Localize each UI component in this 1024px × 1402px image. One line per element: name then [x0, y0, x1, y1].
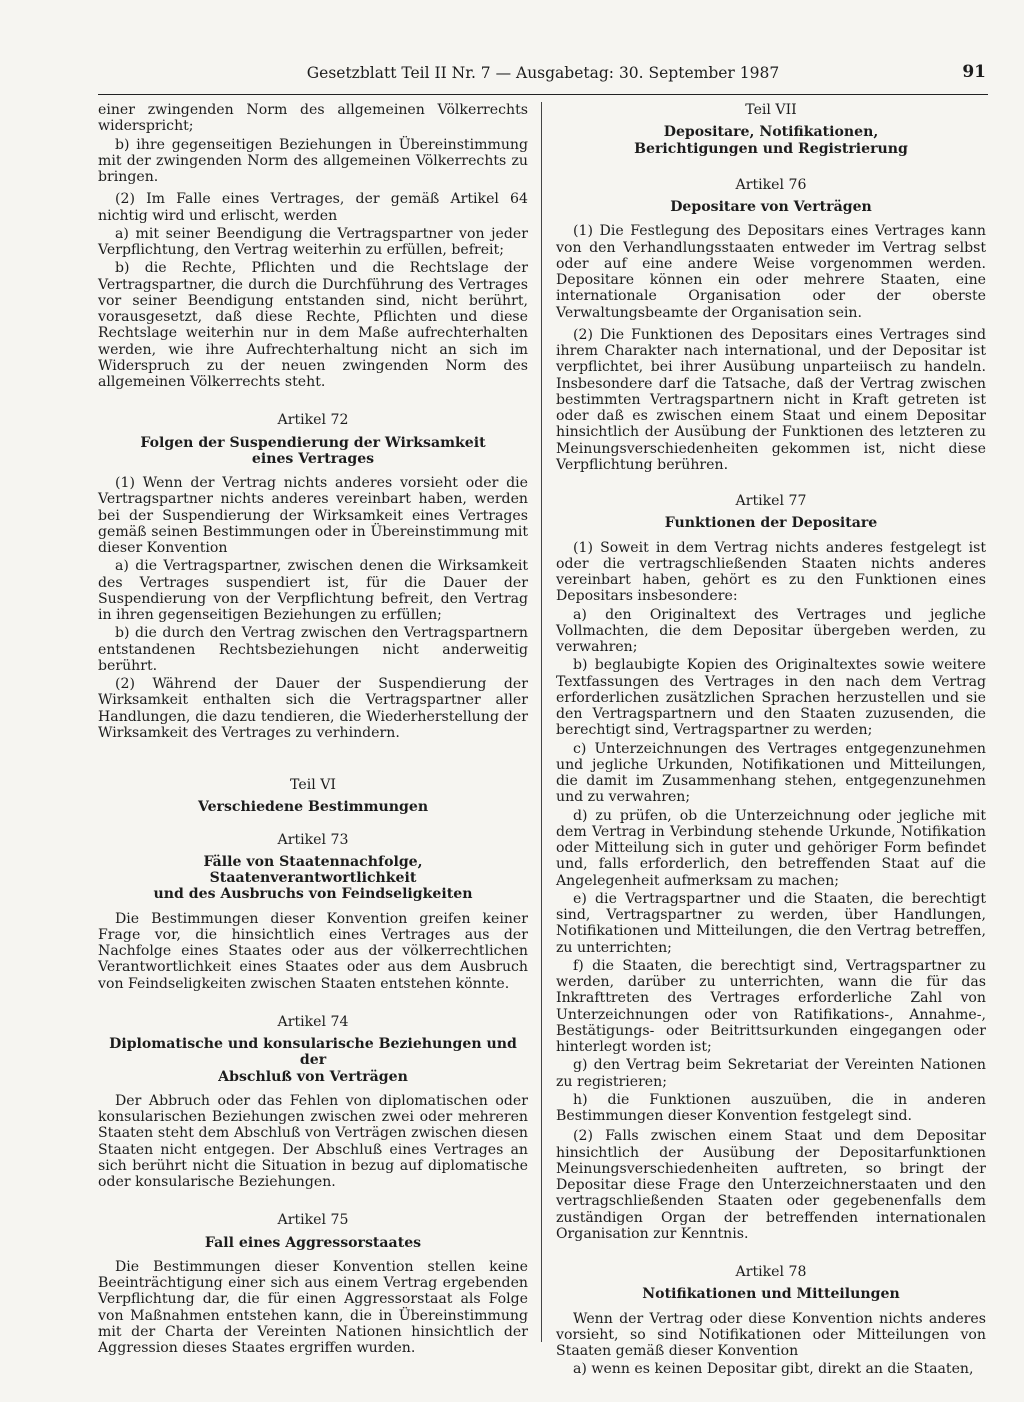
paragraph: a) die Vertragspartner, zwischen denen die Wirksamkeit des Vertrages suspendiert ist, für die Dauer der Suspendierung von der Verpflichtung befreit, den Vertrag in ihren gegenseitigen Beziehungen zu erfüllen; [98, 558, 528, 623]
article-title: Fall eines Aggressorstaates [204, 1234, 422, 1251]
right-column [556, 102, 986, 1380]
list-item: e) die Vertragspartner und die Staaten, die berechtigt sind, Vertragspartner zu werden, über Handlungen, Notifikationen und Mitteilungen, die den Vertrag betreffen, zu unterrichten; [556, 890, 986, 956]
article-heading: Artikel 78 [735, 1264, 807, 1280]
paragraph: (1) Die Festlegung des Depositars eines Vertrages kann von den Verhandlungsstaaten entweder im Vertrag selbst oder auf eine andere Weise vorgenommen werden. Depositare können ein oder mehrere Staaten, eine internationale Organisation oder der oberste Verwaltungsbeamte der Organisation sein. [556, 223, 986, 321]
paragraph: Wenn der Vertrag oder diese Konvention nichts anderes vorsieht, so sind Notifikationen oder Mitteilungen von Staaten gemäß dieser Konvention [556, 1310, 986, 1359]
part-heading: Teil VII [745, 102, 797, 118]
paragraph: (2) Die Funktionen des Depositars eines Vertrages sind ihrem Charakter nach international, und der Depositar ist verpflichtet, bei ihrer Ausübung unparteiisch zu handeln. Insbesondere darf die Tatsache, daß der Vertrag zwischen bestimmten Vertragspartnern nicht in Kraft getreten ist oder daß es zwischen einem Staat und einem Depositar hinsichtlich der Ausübung der Funktionen des letzteren zu Meinungsverschiedenheiten gekommen ist, nicht diese Verpflichtung berühren. [556, 326, 986, 473]
list-item: d) zu prüfen, ob die Unterzeichnung oder jegliche mit dem Vertrag in Verbindung stehende Urkunde, Notifikation oder Mitteilung sich in guter und gehöriger Form befindet und, falls erforderlich, den betreffenden Staat auf die Angelegenheit aufmerksam zu machen; [556, 807, 986, 889]
article-title-line: Fälle von Staatennachfolge, Staatenverantwortlichkeit [203, 853, 423, 886]
paragraph: b) die durch den Vertrag zwischen den Vertragspartnern entstandenen Rechtsbeziehungen nicht anderweitig berührt. [98, 625, 528, 674]
left-column [98, 102, 528, 1358]
article-title [98, 1036, 528, 1085]
article-title-line: Diplomatische und konsularische Beziehungen und der [109, 1036, 517, 1069]
header-title: Gesetzblatt Teil II Nr. 7 — Ausgabetag: 30. September 1987 [306, 64, 780, 82]
paragraph: (1) Soweit in dem Vertrag nichts anderes festgelegt ist oder die vertragschließenden Staaten nichts anderes vereinbart haben, gehört es zu den Funktionen eines Depositars insbesondere: [556, 539, 986, 605]
page-header [98, 60, 988, 95]
part-title: Verschiedene Bestimmungen [197, 799, 429, 816]
article-heading: Artikel 76 [735, 176, 807, 193]
article-title [98, 435, 528, 468]
list-item: c) Unterzeichnungen des Vertrages entgegenzunehmen und jegliche Urkunden, Notifikationen und Mitteilungen, die damit im Zusammenhang stehen, entgegenzunehmen und zu verwahren; [556, 740, 986, 806]
list-item: b) beglaubigte Kopien des Originaltextes sowie weitere Textfassungen des Vertrages in den nach dem Vertrag erforderlichen zusätzlichen Sprachen herzustellen und sie den Vertragspartnern und den Staaten zuzusenden, die berechtigt sind, Vertragspartner zu werden; [556, 657, 986, 739]
paragraph: (2) Falls zwischen einem Staat und dem Depositar hinsichtlich der Ausübung der Depositarfunktionen Meinungsverschiedenheiten auftreten, so bringt der Depositar diese Frage den Unterzeichnerstaaten und den vertragschließenden Staaten oder gegebenenfalls dem zuständigen Organ der betreffenden internationalen Organisation zur Kenntnis. [556, 1128, 986, 1242]
article-title-line: Folgen der Suspendierung der Wirksamkeit [140, 434, 486, 451]
article-title-line: Abschluß von Verträgen [218, 1068, 408, 1085]
paragraph: (2) Während der Dauer der Suspendierung der Wirksamkeit enthalten sich die Vertragspartner aller Handlungen, die dazu tendieren, die Wiederherstellung der Wirksamkeit des Vertrages zu verhindern. [98, 676, 528, 741]
part-title [556, 124, 986, 157]
article-heading: Artikel 73 [277, 831, 349, 848]
paragraph: Die Bestimmungen dieser Konvention stellen keine Beeinträchtigung einer sich aus einem Vertrag ergebenden Verpflichtung dar, die für einen Aggressorstaat als Folge von Maßnahmen entstehen kann, die in Übereinstimmung mit der Charta der Vereinten Nationen hinsichtlich der Aggression dieses Staates ergriffen wurden. [98, 1258, 528, 1356]
paragraph: (2) Im Falle eines Vertrages, der gemäß Artikel 64 nichtig wird und erlischt, werden [98, 191, 528, 224]
paragraph: b) ihre gegenseitigen Beziehungen in Übereinstimmung mit der zwingenden Norm des allgemeinen Völkerrechts zu bringen. [98, 136, 528, 185]
paragraph: b) die Rechte, Pflichten und die Rechtslage der Vertragspartner, die durch die Durchführung des Vertrages vor seiner Beendigung entstanden sind, nicht berührt, vorausgesetzt, daß diese Rechte, Pflichten und diese Rechtslage weiterhin nur in dem Maße aufrechterhalten werden, wie ihre Aufrechterhaltung nicht an sich im Widerspruch zu der neuen zwingenden Norm des allgemeinen Völkerrechts steht. [98, 260, 528, 390]
list-item: a) den Originaltext des Vertrages und jegliche Vollmachten, die dem Depositar übergeben werden, zu verwahren; [556, 606, 986, 655]
article-title [98, 854, 528, 903]
part-title-line: Depositare, Notifikationen, [663, 124, 879, 141]
article-heading: Artikel 77 [735, 493, 807, 509]
paragraph: Die Bestimmungen dieser Konvention greifen keiner Frage vor, die hinsichtlich eines Vertrages aus der Nachfolge eines Staates oder aus der völkerrechtlichen Verantwortlichkeit eines Staates oder aus dem Ausbruch von Feindseligkeiten zwischen Staaten entstehen könnte. [98, 910, 528, 992]
article-heading: Artikel 75 [277, 1212, 349, 1229]
article-title: Depositare von Verträgen [670, 199, 872, 215]
paragraph: a) mit seiner Beendigung die Vertragspartner von jeder Verpflichtung, den Vertrag weiterhin zu erfüllen, befreit; [98, 225, 528, 258]
article-title: Notifikationen und Mitteilungen [642, 1286, 900, 1303]
article-title: Funktionen der Depositare [664, 515, 878, 532]
paragraph: (1) Wenn der Vertrag nichts anderes vorsieht oder die Vertragspartner nichts anderes vereinbart haben, werden bei der Suspendierung der Wirksamkeit eines Vertrages gemäß seinen Bestimmungen oder in Übereinstimmung mit dieser Konvention [98, 475, 528, 556]
column-divider [541, 102, 542, 1342]
list-item: h) die Funktionen auszuüben, die in anderen Bestimmungen dieser Konvention festgelegt sind. [556, 1091, 986, 1124]
part-title-line: Berichtigungen und Registrierung [634, 140, 908, 157]
article-title-line: und des Ausbruchs von Feindseligkeiten [153, 886, 473, 903]
page-number: 91 [962, 62, 986, 82]
list-item: a) wenn es keinen Depositar gibt, direkt an die Staaten, [573, 1361, 974, 1378]
paragraph: einer zwingenden Norm des allgemeinen Völkerrechts widerspricht; [98, 102, 528, 135]
paragraph: Der Abbruch oder das Fehlen von diplomatischen oder konsularischen Beziehungen zwischen zwei oder mehreren Staaten steht dem Abschluß von Verträgen zwischen diesen Staaten nicht entgegen. Der Abschluß eines Vertrages an sich berührt nicht die Situation in bezug auf diplomatische oder konsularische Beziehungen. [98, 1092, 528, 1190]
list-item: f) die Staaten, die berechtigt sind, Vertragspartner zu werden, darüber zu unterrichten, wann die für das Inkrafttreten des Vertrages erforderliche Zahl von Unterzeichnungen oder von Ratifikations-, Annahme-, Bestätigungs- oder Beitrittsurkunden eingegangen oder hinterlegt worden ist; [556, 957, 986, 1055]
article-heading: Artikel 72 [277, 412, 349, 429]
part-heading: Teil VI [290, 777, 336, 793]
article-title-line: eines Vertrages [251, 450, 375, 467]
list-item: g) den Vertrag beim Sekretariat der Vereinten Nationen zu registrieren; [556, 1057, 986, 1090]
article-heading: Artikel 74 [277, 1013, 349, 1030]
